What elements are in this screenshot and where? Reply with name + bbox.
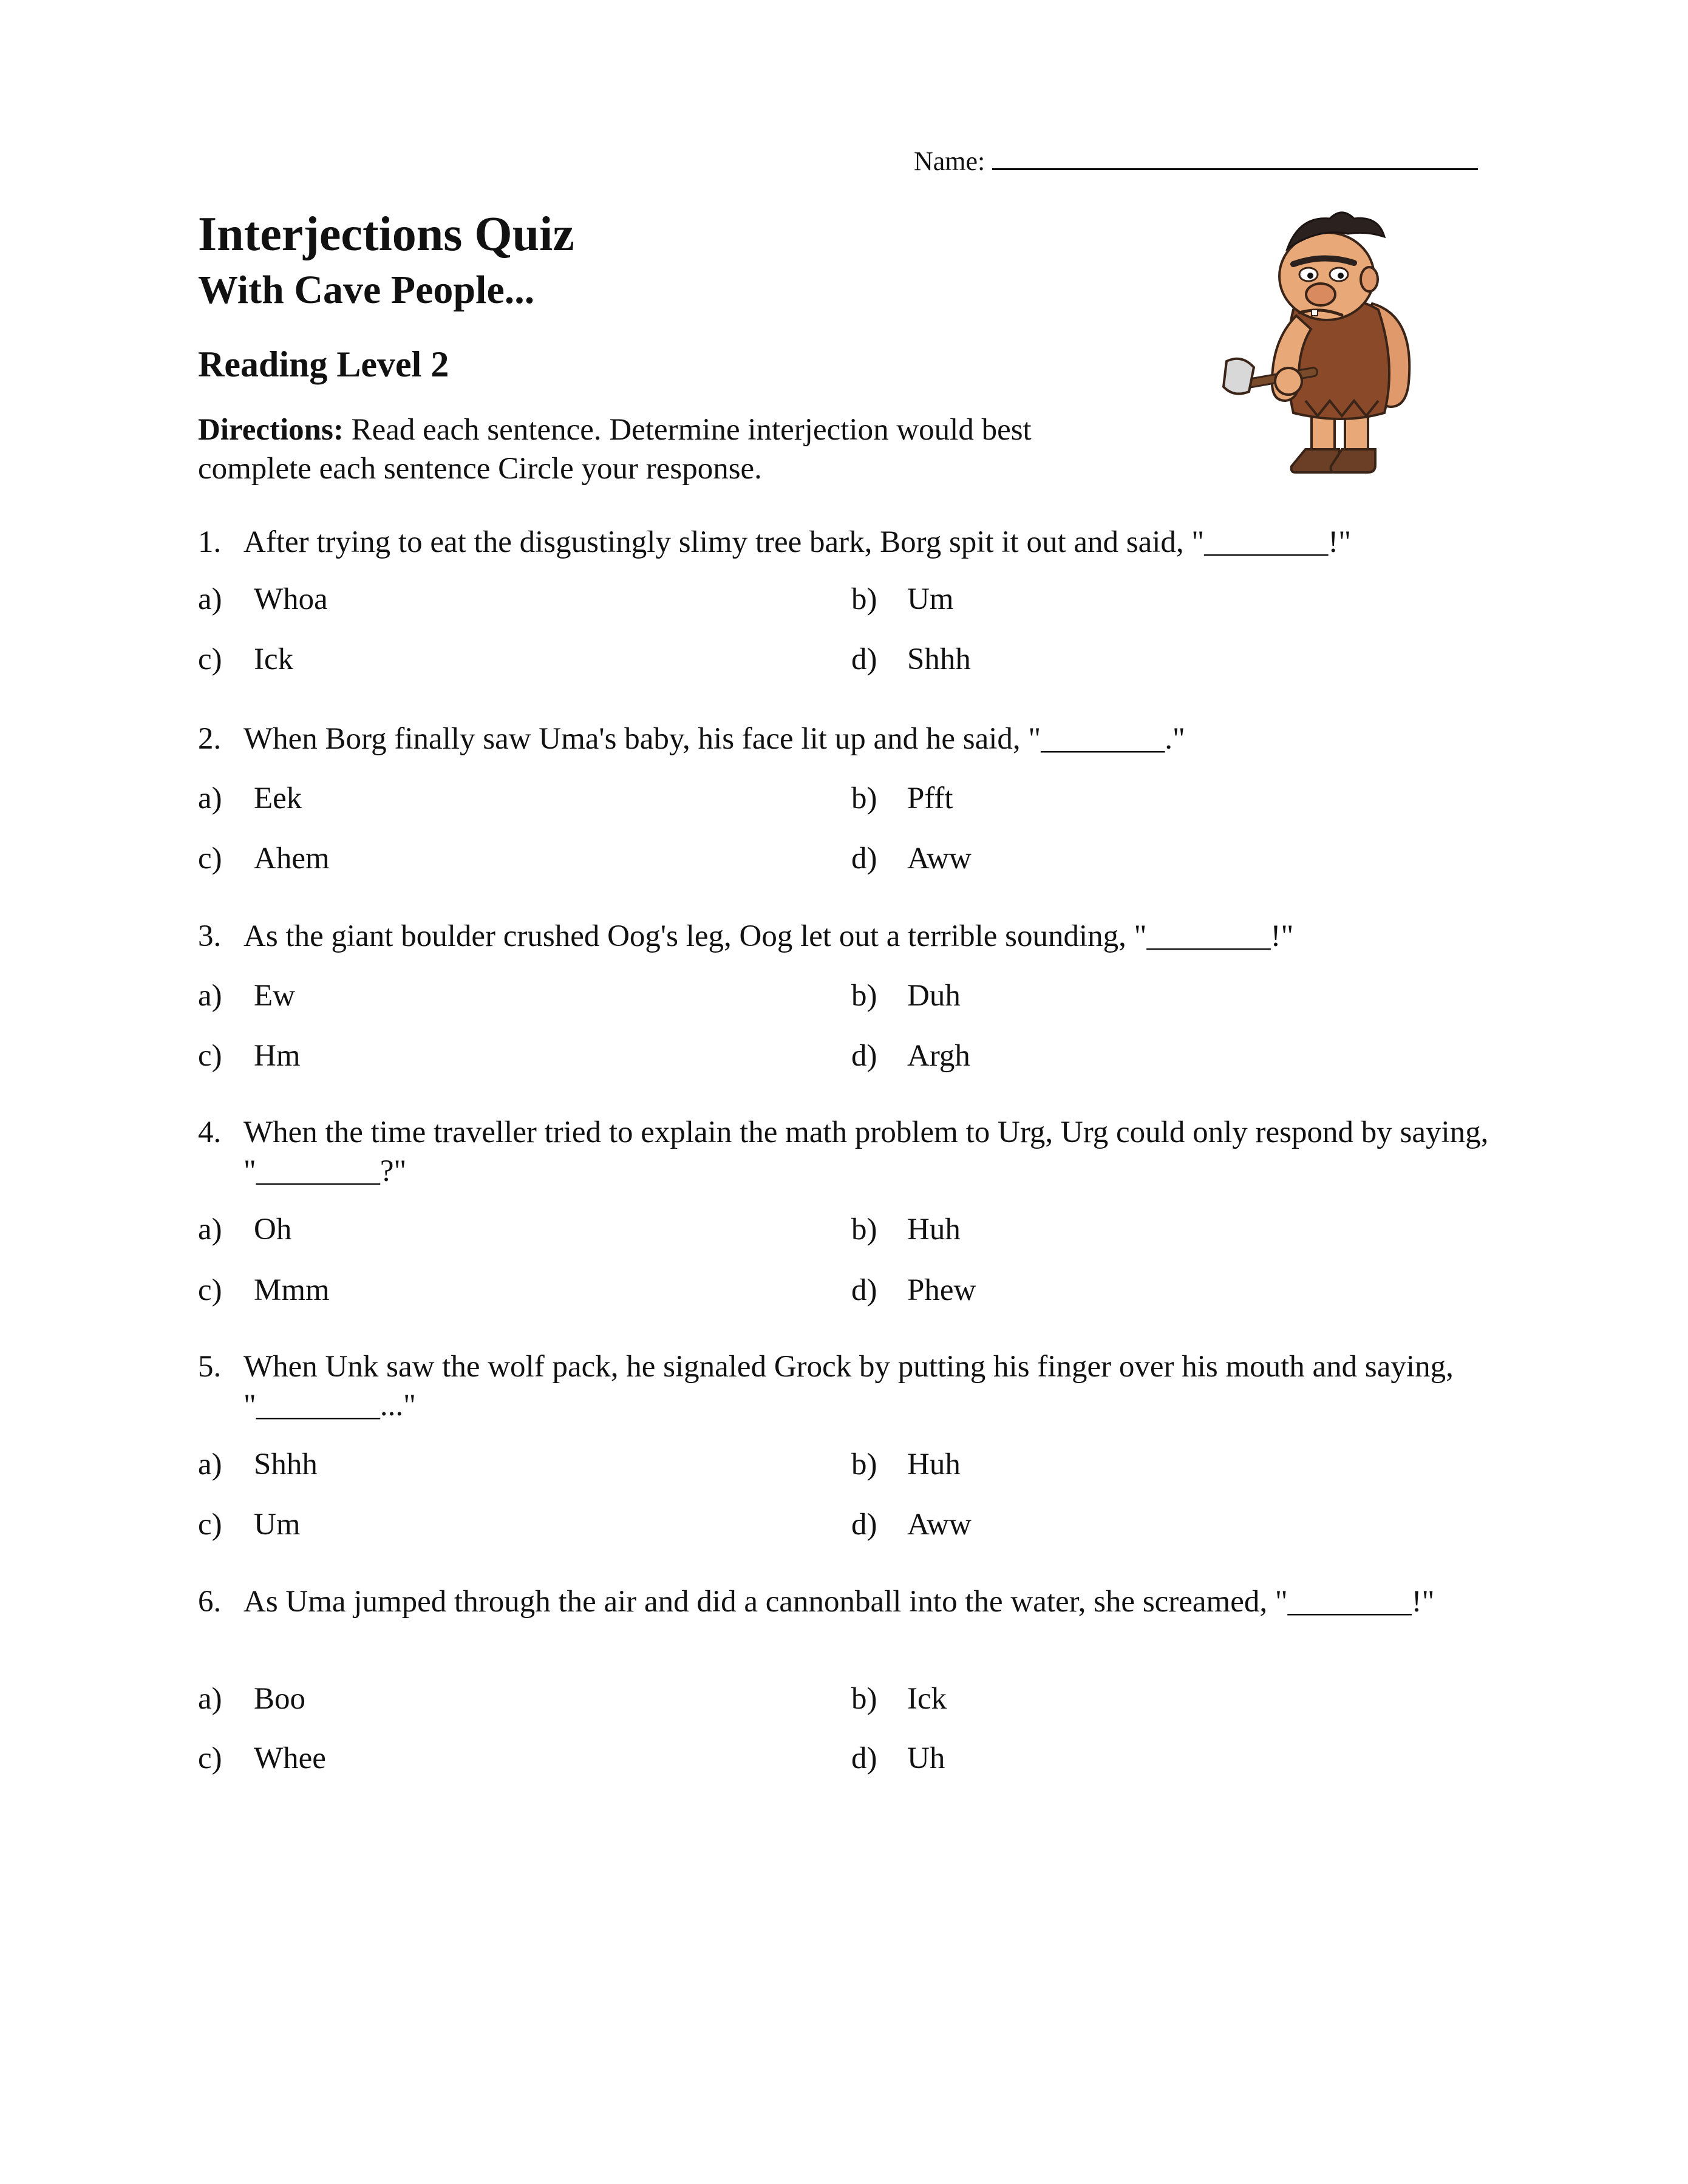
reading-level: Reading Level 2 bbox=[198, 344, 449, 384]
question-3 bbox=[198, 917, 1491, 956]
option-2d[interactable]: d) Aww bbox=[851, 842, 972, 876]
name-label: Name: bbox=[914, 146, 985, 176]
name-field bbox=[914, 146, 1478, 177]
option-1a[interactable]: a) Whoa bbox=[198, 582, 328, 616]
option-4b[interactable]: b) Huh bbox=[851, 1213, 961, 1247]
option-1c[interactable]: c) Ick bbox=[198, 642, 294, 676]
question-number: 3. bbox=[198, 919, 222, 953]
question-number: 4. bbox=[198, 1115, 222, 1149]
page-subtitle: With Cave People... bbox=[198, 268, 535, 312]
option-3c[interactable]: c) Hm bbox=[198, 1039, 301, 1073]
option-5c[interactable]: c) Um bbox=[198, 1508, 301, 1542]
option-2b[interactable]: b) Pfft bbox=[851, 781, 953, 815]
question-6 bbox=[198, 1582, 1491, 1621]
question-5 bbox=[198, 1347, 1491, 1425]
question-text: As the giant boulder crushed Oog's leg, Oog let out a terrible sounding, "________!" bbox=[243, 919, 1294, 953]
caveman-illustration bbox=[1220, 206, 1439, 489]
question-text: When the time traveller tried to explain the math problem to Urg, Urg could only respond by saying, "________?" bbox=[243, 1115, 1489, 1188]
question-number: 2. bbox=[198, 722, 222, 756]
question-text: As Uma jumped through the air and did a cannonball into the water, she screamed, "________!" bbox=[243, 1585, 1435, 1619]
question-4 bbox=[198, 1113, 1491, 1191]
option-6b[interactable]: b) Ick bbox=[851, 1682, 947, 1716]
option-5b[interactable]: b) Huh bbox=[851, 1447, 961, 1482]
option-6a[interactable]: a) Boo bbox=[198, 1682, 306, 1716]
question-text: After trying to eat the disgustingly slimy tree bark, Borg spit it out and said, "________!" bbox=[243, 525, 1352, 559]
option-4d[interactable]: d) Phew bbox=[851, 1273, 976, 1307]
question-number: 5. bbox=[198, 1350, 222, 1384]
option-4a[interactable]: a) Oh bbox=[198, 1213, 292, 1247]
option-2c[interactable]: c) Ahem bbox=[198, 842, 330, 876]
page-title: Interjections Quiz bbox=[198, 208, 574, 261]
question-number: 6. bbox=[198, 1585, 222, 1619]
option-6d[interactable]: d) Uh bbox=[851, 1741, 945, 1775]
option-1b[interactable]: b) Um bbox=[851, 582, 954, 616]
name-blank-line[interactable] bbox=[992, 148, 1478, 170]
directions-text: Read each sentence. Determine interjection would best complete each sentence Circle your response. bbox=[198, 413, 1032, 486]
option-3a[interactable]: a) Ew bbox=[198, 979, 295, 1013]
option-6c[interactable]: c) Whee bbox=[198, 1741, 326, 1775]
question-text: When Unk saw the wolf pack, he signaled Grock by putting his finger over his mouth and saying, "________..." bbox=[243, 1350, 1454, 1423]
option-3d[interactable]: d) Argh bbox=[851, 1039, 970, 1073]
question-2 bbox=[198, 719, 1491, 758]
option-5a[interactable]: a) Shhh bbox=[198, 1447, 318, 1482]
directions-label: Directions: bbox=[198, 413, 344, 447]
question-1 bbox=[198, 523, 1491, 562]
option-4c[interactable]: c) Mmm bbox=[198, 1273, 330, 1307]
option-2a[interactable]: a) Eek bbox=[198, 781, 302, 815]
question-text: When Borg finally saw Uma's baby, his face lit up and he said, "________." bbox=[243, 722, 1185, 756]
option-3b[interactable]: b) Duh bbox=[851, 979, 961, 1013]
directions bbox=[198, 410, 1145, 488]
option-1d[interactable]: d) Shhh bbox=[851, 642, 971, 676]
question-number: 1. bbox=[198, 525, 222, 559]
option-5d[interactable]: d) Aww bbox=[851, 1508, 972, 1542]
